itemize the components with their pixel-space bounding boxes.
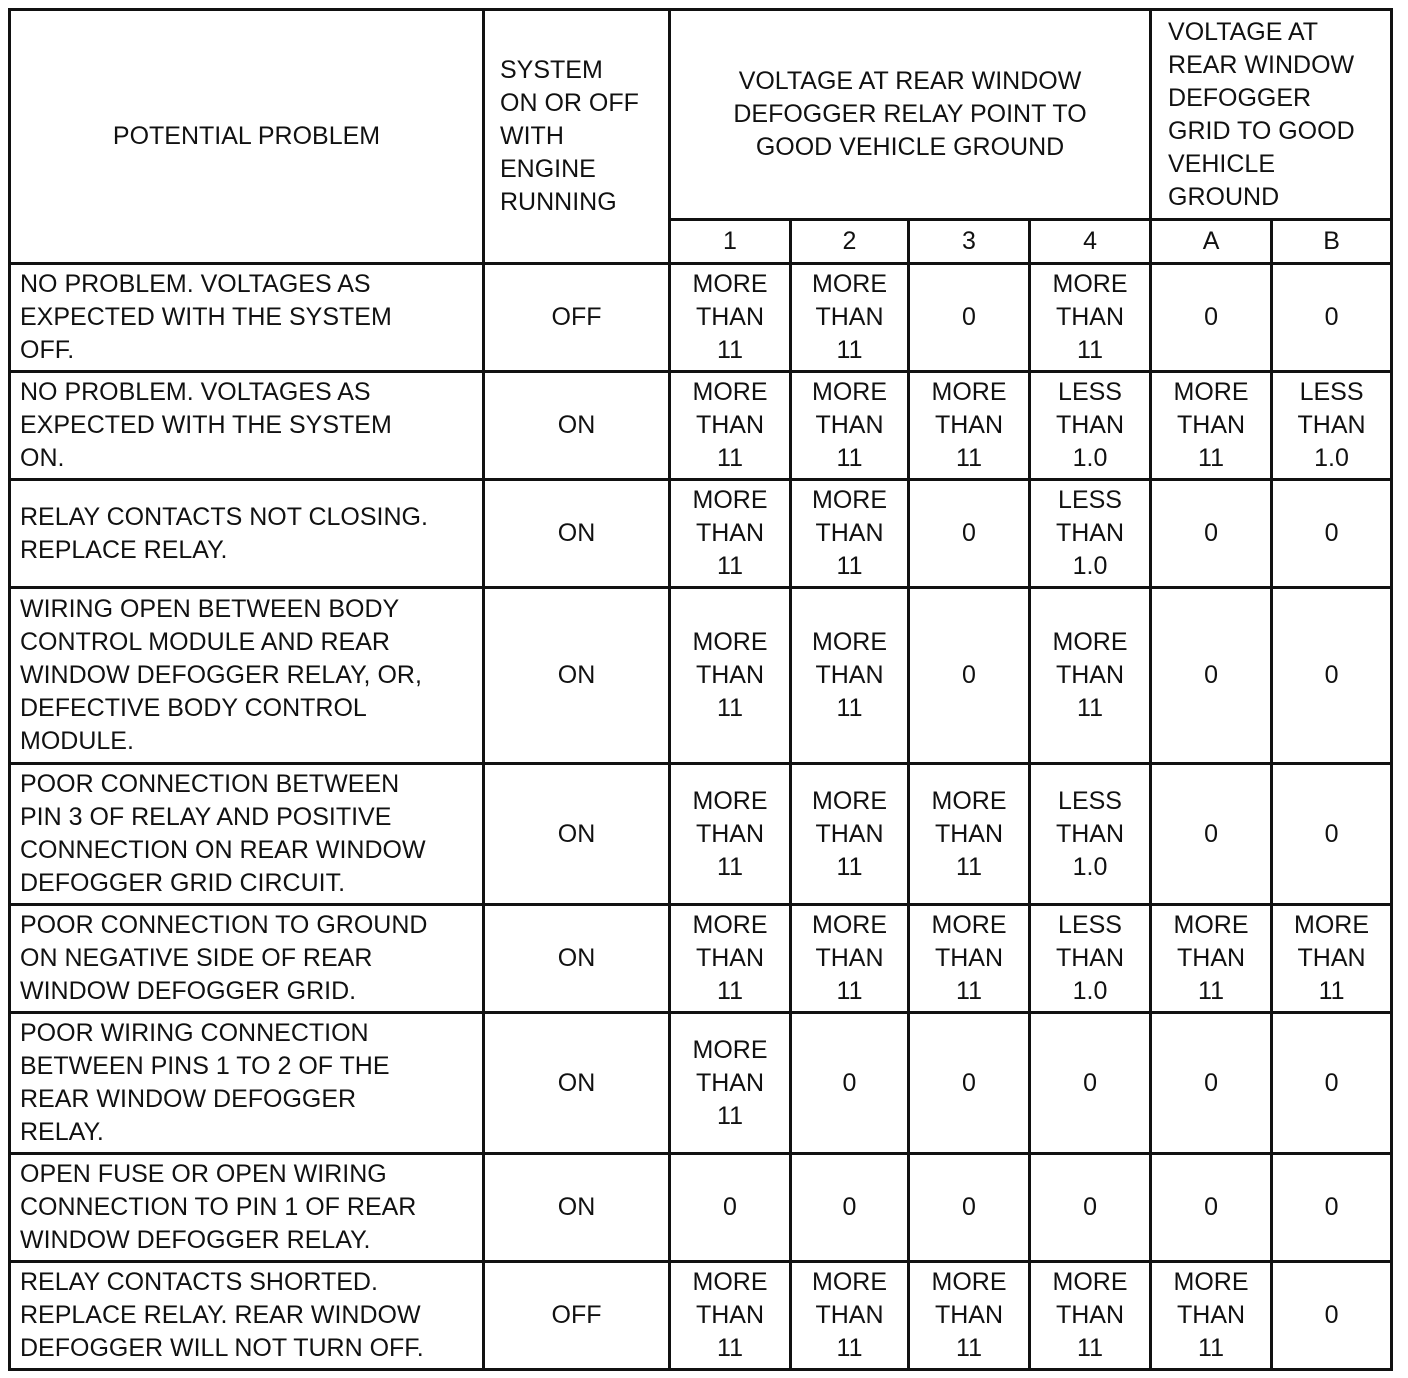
voltage-cell: 0 <box>791 1154 909 1262</box>
voltage-cell: MORE THAN 11 <box>670 1013 791 1154</box>
header-point-3: 3 <box>909 220 1030 264</box>
voltage-cell: 0 <box>1151 764 1272 905</box>
voltage-cell: 0 <box>909 588 1030 764</box>
voltage-cell: LESS THAN 1.0 <box>1030 905 1151 1013</box>
voltage-cell: 0 <box>1030 1013 1151 1154</box>
table-row <box>10 1154 1392 1262</box>
voltage-cell: MORE THAN 11 <box>670 264 791 372</box>
voltage-cell: 0 <box>909 480 1030 588</box>
problem-cell: POOR WIRING CONNECTION BETWEEN PINS 1 TO 2 OF THE REAR WINDOW DEFOGGER RELAY. <box>10 1013 484 1154</box>
voltage-cell: LESS THAN 1.0 <box>1030 372 1151 480</box>
voltage-cell: 0 <box>1151 1013 1272 1154</box>
voltage-cell: 0 <box>909 264 1030 372</box>
header-system-state: SYSTEM ON OR OFF WITH ENGINE RUNNING <box>484 10 670 264</box>
voltage-cell: 0 <box>1272 1262 1392 1370</box>
voltage-cell: MORE THAN 11 <box>670 480 791 588</box>
system-state-cell: ON <box>484 1013 670 1154</box>
header-grid-voltage: VOLTAGE AT REAR WINDOW DEFOGGER GRID TO GOOD VEHICLE GROUND <box>1151 10 1392 220</box>
voltage-cell: 0 <box>909 1013 1030 1154</box>
table-row <box>10 905 1392 1013</box>
system-state-cell: ON <box>484 764 670 905</box>
header-relay-voltage: VOLTAGE AT REAR WINDOW DEFOGGER RELAY POINT TO GOOD VEHICLE GROUND <box>670 10 1151 220</box>
voltage-cell: 0 <box>1151 480 1272 588</box>
table-row <box>10 372 1392 480</box>
voltage-cell: MORE THAN 11 <box>791 764 909 905</box>
table-row <box>10 480 1392 588</box>
problem-cell: NO PROBLEM. VOLTAGES AS EXPECTED WITH THE SYSTEM OFF. <box>10 264 484 372</box>
voltage-cell: MORE THAN 11 <box>791 905 909 1013</box>
voltage-cell: MORE THAN 11 <box>1030 588 1151 764</box>
voltage-cell: MORE THAN 11 <box>1151 372 1272 480</box>
voltage-cell: 0 <box>1272 264 1392 372</box>
table-row <box>10 1262 1392 1370</box>
voltage-cell: 0 <box>791 1013 909 1154</box>
system-state-cell: ON <box>484 588 670 764</box>
voltage-cell: MORE THAN 11 <box>1030 264 1151 372</box>
problem-cell: RELAY CONTACTS SHORTED. REPLACE RELAY. REAR WINDOW DEFOGGER WILL NOT TURN OFF. <box>10 1262 484 1370</box>
table-row <box>10 588 1392 764</box>
voltage-cell: 0 <box>1272 588 1392 764</box>
voltage-cell: 0 <box>1272 764 1392 905</box>
voltage-cell: LESS THAN 1.0 <box>1030 764 1151 905</box>
voltage-cell: MORE THAN 11 <box>909 764 1030 905</box>
voltage-cell: MORE THAN 11 <box>670 372 791 480</box>
voltage-cell: 0 <box>670 1154 791 1262</box>
system-state-cell: ON <box>484 372 670 480</box>
voltage-cell: MORE THAN 11 <box>670 1262 791 1370</box>
voltage-cell: MORE THAN 11 <box>791 372 909 480</box>
header-point-a: A <box>1151 220 1272 264</box>
system-state-cell: ON <box>484 905 670 1013</box>
voltage-cell: MORE THAN 11 <box>909 905 1030 1013</box>
voltage-cell: MORE THAN 11 <box>1272 905 1392 1013</box>
header-point-4: 4 <box>1030 220 1151 264</box>
voltage-cell: 0 <box>1272 1154 1392 1262</box>
voltage-cell: MORE THAN 11 <box>670 764 791 905</box>
table-row <box>10 1013 1392 1154</box>
header-point-1: 1 <box>670 220 791 264</box>
problem-cell: POOR CONNECTION BETWEEN PIN 3 OF RELAY AND POSITIVE CONNECTION ON REAR WINDOW DEFOGGER GRID CIRCUIT. <box>10 764 484 905</box>
voltage-cell: MORE THAN 11 <box>791 1262 909 1370</box>
voltage-cell: MORE THAN 11 <box>1151 905 1272 1013</box>
voltage-cell: MORE THAN 11 <box>909 1262 1030 1370</box>
problem-cell: POOR CONNECTION TO GROUND ON NEGATIVE SIDE OF REAR WINDOW DEFOGGER GRID. <box>10 905 484 1013</box>
system-state-cell: OFF <box>484 264 670 372</box>
system-state-cell: OFF <box>484 1262 670 1370</box>
header-point-2: 2 <box>791 220 909 264</box>
voltage-cell: 0 <box>1272 480 1392 588</box>
voltage-cell: 0 <box>1272 1013 1392 1154</box>
voltage-cell: MORE THAN 11 <box>1030 1262 1151 1370</box>
voltage-cell: LESS THAN 1.0 <box>1272 372 1392 480</box>
voltage-cell: 0 <box>909 1154 1030 1262</box>
voltage-cell: MORE THAN 11 <box>791 480 909 588</box>
voltage-cell: MORE THAN 11 <box>670 588 791 764</box>
system-state-cell: ON <box>484 480 670 588</box>
problem-cell: NO PROBLEM. VOLTAGES AS EXPECTED WITH THE SYSTEM ON. <box>10 372 484 480</box>
voltage-cell: 0 <box>1151 588 1272 764</box>
voltage-cell: LESS THAN 1.0 <box>1030 480 1151 588</box>
problem-cell: OPEN FUSE OR OPEN WIRING CONNECTION TO PIN 1 OF REAR WINDOW DEFOGGER RELAY. <box>10 1154 484 1262</box>
system-state-cell: ON <box>484 1154 670 1262</box>
table-body <box>10 264 1392 1370</box>
header-point-b: B <box>1272 220 1392 264</box>
voltage-cell: 0 <box>1151 1154 1272 1262</box>
voltage-cell: MORE THAN 11 <box>791 264 909 372</box>
problem-cell: RELAY CONTACTS NOT CLOSING. REPLACE RELAY. <box>10 480 484 588</box>
voltage-cell: MORE THAN 11 <box>791 588 909 764</box>
voltage-cell: MORE THAN 11 <box>909 372 1030 480</box>
table-row <box>10 264 1392 372</box>
voltage-cell: 0 <box>1030 1154 1151 1262</box>
diagnosis-table <box>8 8 1393 1371</box>
table-row <box>10 764 1392 905</box>
voltage-cell: 0 <box>1151 264 1272 372</box>
voltage-cell: MORE THAN 11 <box>670 905 791 1013</box>
problem-cell: WIRING OPEN BETWEEN BODY CONTROL MODULE AND REAR WINDOW DEFOGGER RELAY, OR, DEFECTIVE BODY CONTROL MODULE. <box>10 588 484 764</box>
header-potential-problem: POTENTIAL PROBLEM <box>10 10 484 264</box>
voltage-cell: MORE THAN 11 <box>1151 1262 1272 1370</box>
